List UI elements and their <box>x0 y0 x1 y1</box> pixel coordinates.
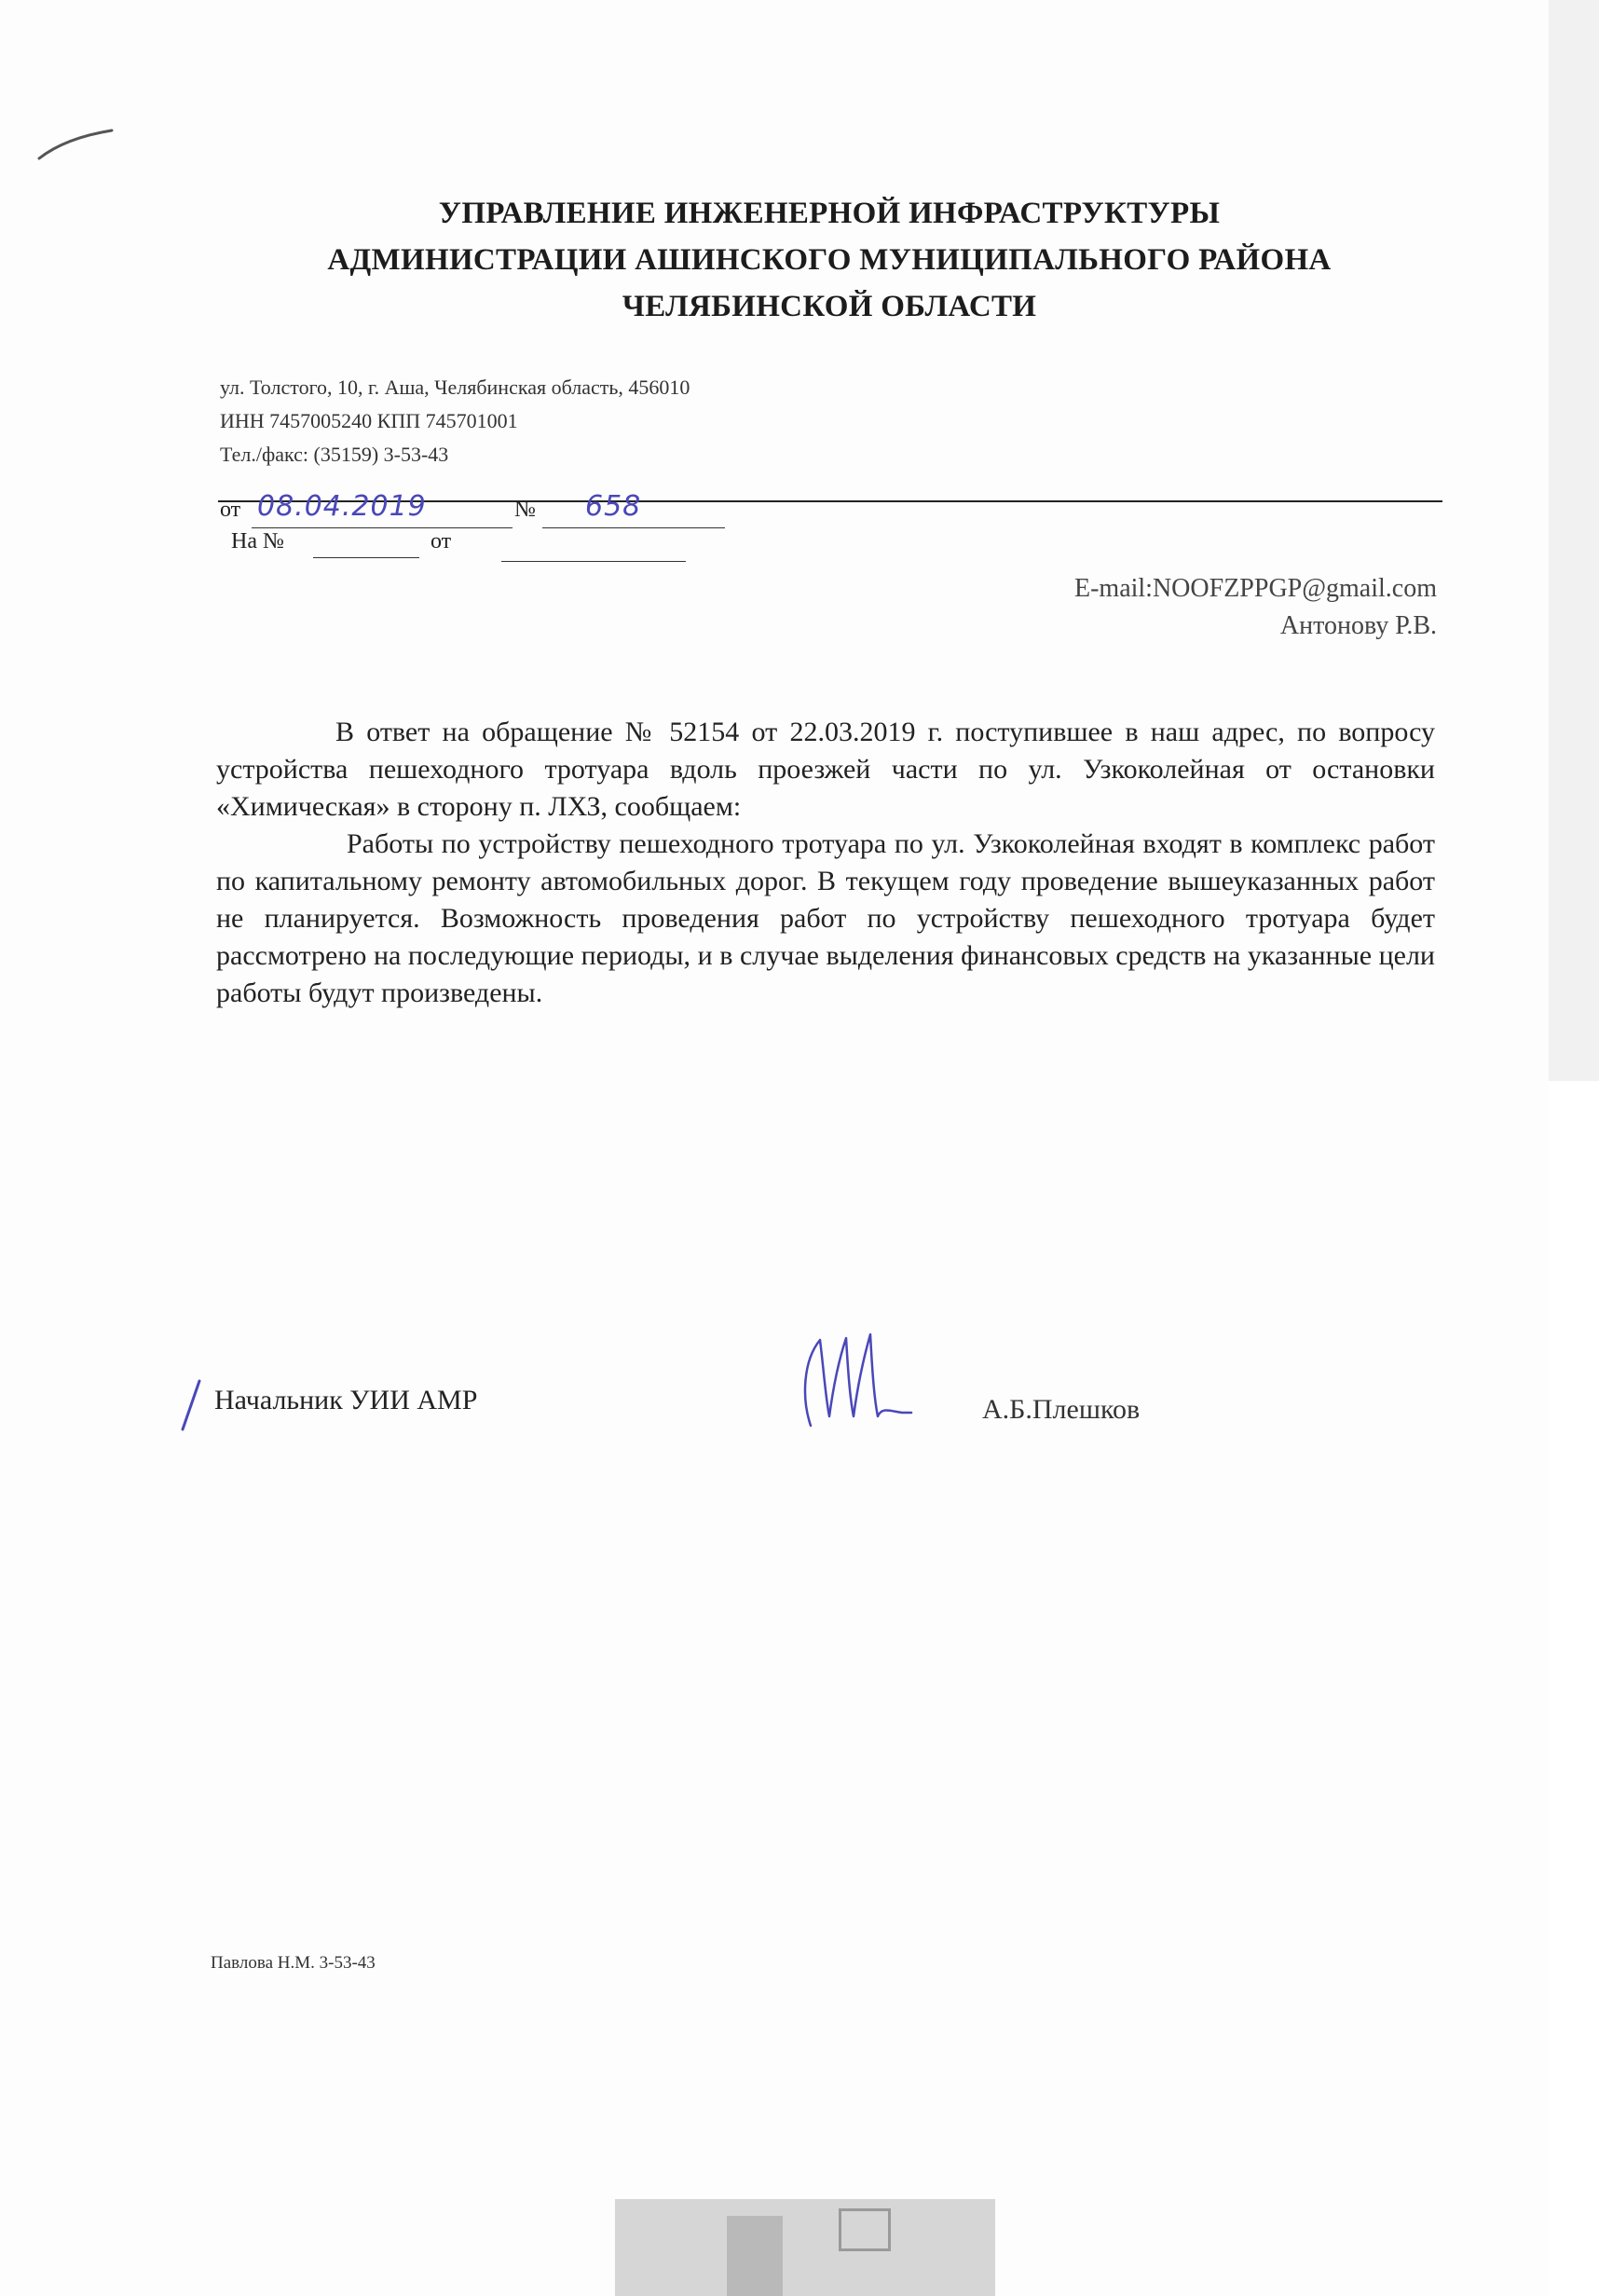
scan-edge-lower <box>1549 1081 1599 2296</box>
letter-body <box>216 714 1435 1012</box>
pen-stroke-mark <box>37 121 121 168</box>
reply-number-label: На № <box>231 529 284 554</box>
letterhead-line-2: АДМИНИСТРАЦИИ АШИНСКОГО МУНИЦИПАЛЬНОГО РАЙОНА <box>327 243 1332 277</box>
executor-info: Павлова Н.М. 3-53-43 <box>211 1953 376 1973</box>
handwritten-number: 658 <box>585 490 642 523</box>
recipient-email: E-mail:NOOFZPPGP@gmail.com <box>1073 574 1437 603</box>
body-paragraph-1: В ответ на обращение № 52154 от 22.03.2019 г. поступившее в наш адрес, по вопросу устройства пешеходного тротуара вдоль проезжей части по ул. Узкоколейная от остановки «Химическая» в сторону п. ЛХЗ, сообщаем: <box>216 717 1435 822</box>
phone-line: Тел./факс: (35159) 3-53-43 <box>220 443 449 466</box>
from-label: от <box>220 498 241 522</box>
letterhead-line-1: УПРАВЛЕНИЕ ИНЖЕНЕРНОЙ ИНФРАСТРУКТУРЫ <box>438 197 1221 230</box>
date-underline <box>252 527 512 528</box>
signatory-name: А.Б.Плешков <box>982 1394 1141 1425</box>
recipient-name: Антонову Р.В. <box>1279 611 1437 640</box>
letterhead <box>233 190 1426 330</box>
signatory-title: Начальник УИИ АМР <box>214 1385 478 1415</box>
letterhead-line-3: ЧЕЛЯБИНСКОЙ ОБЛАСТИ <box>622 290 1037 323</box>
body-paragraph-2: Работы по устройству пешеходного тротуара по ул. Узкоколейная входят в комплекс работ по капитальному ремонту автомобильных дорог. В текущем году проведение вышеуказанных работ не планируется. Возможность проведения работ по устройству пешеходного тротуара будет рассмотрено на последующие периоды, и в случае выделения финансовых средств на указанные цели работы будут произведены. <box>216 828 1435 1008</box>
scanner-artifact <box>615 2199 995 2296</box>
organization-details <box>220 371 690 472</box>
reply-number-underline <box>313 557 419 558</box>
handwritten-date: 08.04.2019 <box>257 490 427 523</box>
number-underline <box>542 527 725 528</box>
inn-kpp-line: ИНН 7457005240 КПП 745701001 <box>220 409 518 432</box>
number-label: № <box>514 498 536 522</box>
handwritten-signature <box>792 1323 922 1435</box>
reply-date-underline <box>501 561 686 562</box>
recipient-block <box>1074 570 1437 645</box>
address-line: ул. Толстого, 10, г. Аша, Челябинская область, 456010 <box>220 376 690 399</box>
scan-edge <box>1549 0 1599 1081</box>
reply-from-label: от <box>430 529 452 554</box>
tick-mark <box>177 1377 205 1433</box>
